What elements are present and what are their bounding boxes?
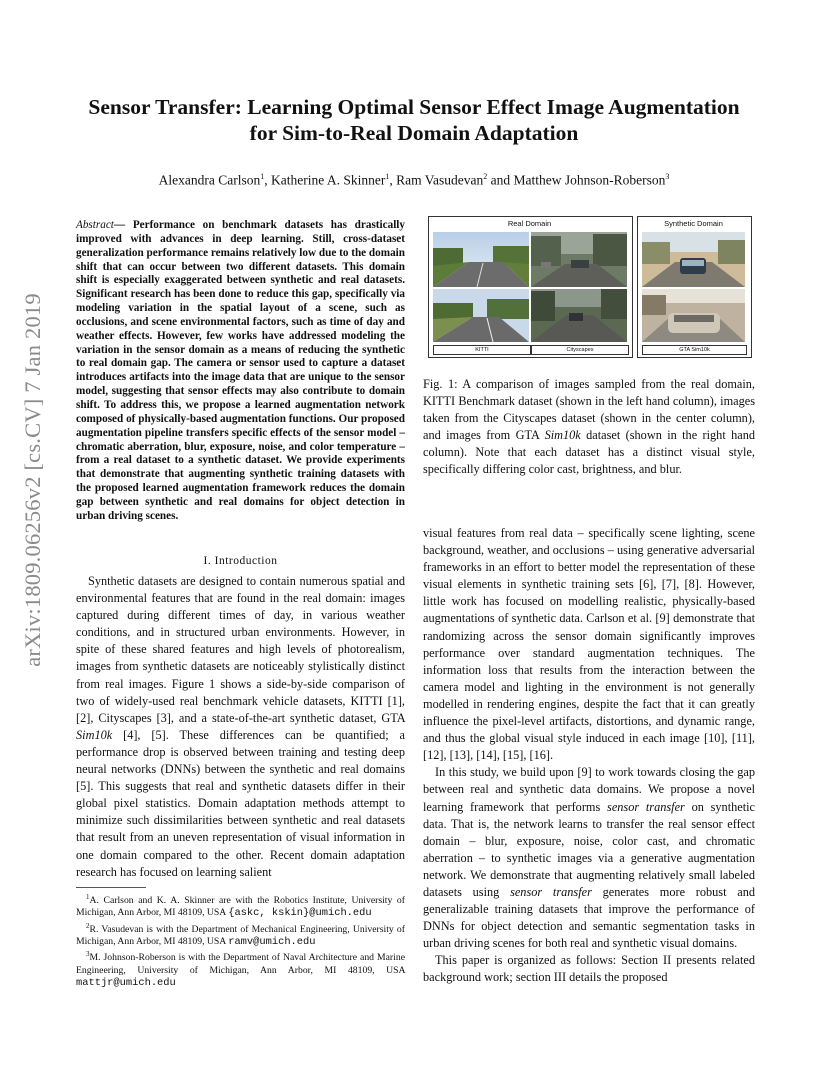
label-gta-sim10k: GTA Sim10k (642, 345, 747, 355)
right-paragraph-1: visual features from real data – specifically scene lighting, scene background, weather, and occlusions – using generative adversarial frameworks in an effort to better model the representation of these visual elements in synthetic training sets [6], [7], [8]. However, little work has focused on modelling realistic, physically-based augmentations of synthetic data. Carlson et al. [9] demonstrate that randomizing across the sensor domain significantly improves performance over standard augmentation techniques. The information loss that results from the interaction between the camera model and lighting in the environment is not generally modelled in rendering engines, despite the fact that it can greatly influence the pixel-level artifacts, distortions, and dynamic range, and thus the global visual style induced in each image [10], [11], [12], [13], [14], [15], [16]. (423, 526, 755, 763)
paper-title (40, 94, 788, 146)
label-kitti: KITTI (433, 345, 531, 355)
intro-paragraph (76, 573, 405, 881)
footnote-2 (76, 920, 405, 949)
footnote-rule (76, 887, 146, 888)
author-1: Alexandra Carlson (158, 172, 261, 188)
real-domain-title: Real Domain (507, 219, 552, 228)
intro-italic-sim10k: Sim10k (76, 727, 113, 742)
cityscapes-image-2 (531, 289, 627, 342)
footnote-3-mark: 3 (86, 950, 90, 959)
p2-text-b: on synthetic data. That is, the network learns to transfer the real sensor effect domain – blur, exposure, noise, color cast, and chromatic aberration – to synthetic images via a generative augmentation network. We demonstrate that augmenting relatively small labeled datasets using (423, 799, 756, 899)
footnote-3-text: M. Johnson-Roberson is with the Department of Naval Architecture and Marine Engineering, University of Michigan, Ann Arbor, MI 48109, USA (76, 952, 405, 976)
intro-text-1: Synthetic datasets are designed to contain numerous spatial and environmental features that are found in the real domain: images captured during different times of day, in various weather conditions, and in structured urban environments. However, in spite of these shared features and high levels of photorealism, images from synthetic datasets are noticeably stylistically distinct from real images. Figure 1 shows a side-by-side comparison of two of widely-used real benchmark vehicle datasets, KITTI [1], [2], Cityscapes [3], and a state-of-the-art synthetic dataset, GTA (76, 574, 405, 725)
right-paragraph-3: This paper is organized as follows: Section II presents related background work; section III details the proposed (423, 953, 755, 985)
footnote-2-mark: 2 (86, 921, 90, 930)
footnote-1-email: {askc, kskin}@umich.edu (228, 907, 372, 920)
title-line-2: for Sim-to-Real Domain Adaptation (249, 121, 579, 145)
p2-italic-1: sensor transfer (607, 799, 685, 814)
cityscapes-image-1 (531, 232, 627, 287)
p2-text-c: generates more robust and generalizable training datasets that improve the performance of DNNs for object detection and semantic segmentation tasks in urban driving scenes for both real and synthetic visual domains. (423, 884, 756, 951)
author-2-affil: 1 (385, 172, 390, 181)
author-4-affil: 3 (665, 172, 670, 181)
footnote-1-text: A. Carlson and K. A. Skinner are with the Robotics Institute, University of Michigan, Ann Arbor, MI 48109, USA (76, 895, 405, 919)
right-paragraph-2 (423, 764, 755, 952)
abstract-text: Performance on benchmark datasets has drastically improved with advances in deep learning. Still, cross-dataset generalization performance remains relatively low due to the domain shift that can occur between two different datasets. This domain shift is especially exaggerated between synthetic and real datasets. Significant research has been done to reduce this gap, specifically via modeling variation in the spatial layout of a scene, such as occlusions, and scene environmental factors, such as time of day and weather effects. However, few works have addressed modeling the variation in the sensor domain as a means of reducing the synthetic to real domain gap. The camera or sensor used to capture a dataset introduces artifacts into the image data that are unique to the sensor model, suggesting that sensor effects may also contribute to domain shift. To address this, we propose a learned augmentation network composed of physically-based augmentation functions. Our proposed augmentation pipeline transfers specific effects of the sensor model – chromatic aberration, blur, exposure, noise, and color temperature – from a real dataset to a synthetic dataset. We provide experiments that demonstrate that augmenting synthetic training datasets with the proposed learned augmentation framework reduces the domain gap between synthetic and real domains for object detection in urban driving scenes. (76, 219, 405, 522)
gta-image-1 (642, 232, 745, 287)
caption-text-1: Fig. 1: A comparison of images sampled from the real domain, KITTI Benchmark dataset (shown in the left hand column), images taken from the Cityscapes dataset (shown in the center column), and images from GTA (423, 377, 755, 443)
abstract-label: Abstract (76, 219, 114, 231)
figure-1-caption (423, 376, 755, 479)
footnote-3-email: mattjr@umich.edu (76, 976, 176, 989)
arxiv-watermark (9, 293, 57, 667)
right-column-body (423, 525, 755, 987)
intro-text-2: [4], [5]. These differences can be quantified; a performance drop is observed between training and testing deep neural networks (DNNs) between the synthetic and real domains [5]. This suggests that real and synthetic datasets differ in their global pixel statistics. Domain adaptation methods attempt to minimize such dissimilarities between synthetic and real datasets that result from an uneven representation of visual information in one domain compared to the other. Recent domain adaptation research has focused on learning salient (76, 727, 406, 879)
title-line-1: Sensor Transfer: Learning Optimal Sensor Effect Image Augmentation (88, 95, 740, 119)
arxiv-identifier: arXiv:1809.06256v2 [cs.CV] 7 Jan 2019 (20, 293, 45, 667)
label-cityscapes: Cityscapes (531, 345, 629, 355)
p2-italic-2: sensor transfer (510, 884, 592, 899)
synthetic-domain-title: Synthetic Domain (664, 219, 723, 228)
author-2: Katherine A. Skinner (270, 172, 386, 188)
caption-italic-sim10k: Sim10k (544, 428, 581, 443)
footnotes (76, 891, 405, 989)
footnote-2-text: R. Vasudevan is with the Department of Mechanical Engineering, University of Michigan, Ann Arbor, MI 48109, USA (76, 923, 405, 948)
footnote-3 (76, 948, 405, 989)
footnote-1-mark: 1 (86, 893, 90, 901)
gta-image-2 (642, 289, 745, 342)
footnote-2-email: ramv@umich.edu (228, 936, 316, 949)
caption-text-2: dataset (shown in the right hand column). Note that each dataset has a distinct visual style, specifically differing color cast, brightness, and blur. (423, 428, 756, 477)
section-heading-introduction: I. Introduction (203, 555, 278, 567)
author-3-affil: 2 (483, 172, 488, 181)
kitti-image-1 (433, 232, 529, 287)
author-4: Matthew Johnson-Roberson (513, 172, 666, 188)
figure-1 (428, 216, 750, 358)
abstract: Abstract— Performance on benchmark datasets has drastically improved with advances in deep learning. Still, cross-dataset generalization performance remains relatively low due to the domain shift that can occur between two different datasets. This domain shift is especially exaggerated between synthetic and real datasets. Significant research has been done to reduce this gap, specifically via modeling variation in the spatial layout of a scene, such as occlusions, and scene environmental factors, such as time of day and weather effects. However, few works have addressed modeling the variation in the sensor domain as a means of reducing the synthetic to real domain gap. The camera or sensor used to capture a dataset introduces artifacts into the image data that are unique to the sensor model, suggesting that sensor effects may also contribute to domain shift. To address this, we propose a learned augmentation network composed of physically-based augmentation functions. Our proposed augmentation pipeline transfers specific effects of the sensor model – chromatic aberration, blur, exposure, noise, and color temperature – from a real dataset to a synthetic dataset. We provide experiments that demonstrate that augmenting synthetic training datasets with the proposed learned augmentation framework reduces the domain gap between synthetic and real domains for object detection in urban driving scenes. (76, 219, 405, 522)
footnote-1 (76, 891, 405, 920)
p2-text-a: In this study, we build upon [9] to work towards closing the gap between real and synthetic data domains. We propose a novel learning framework that performs (423, 765, 755, 814)
author-3: Ram Vasudevan (396, 172, 484, 188)
kitti-image-2 (433, 289, 529, 342)
author-1-affil: 1 (260, 172, 265, 181)
author-list: Alexandra Carlson$^1$, Katherine A. Skinner$^1$, Ram Vasudevan$^2$ and Matthew Johnson-Roberson$^3$ (158, 172, 670, 188)
